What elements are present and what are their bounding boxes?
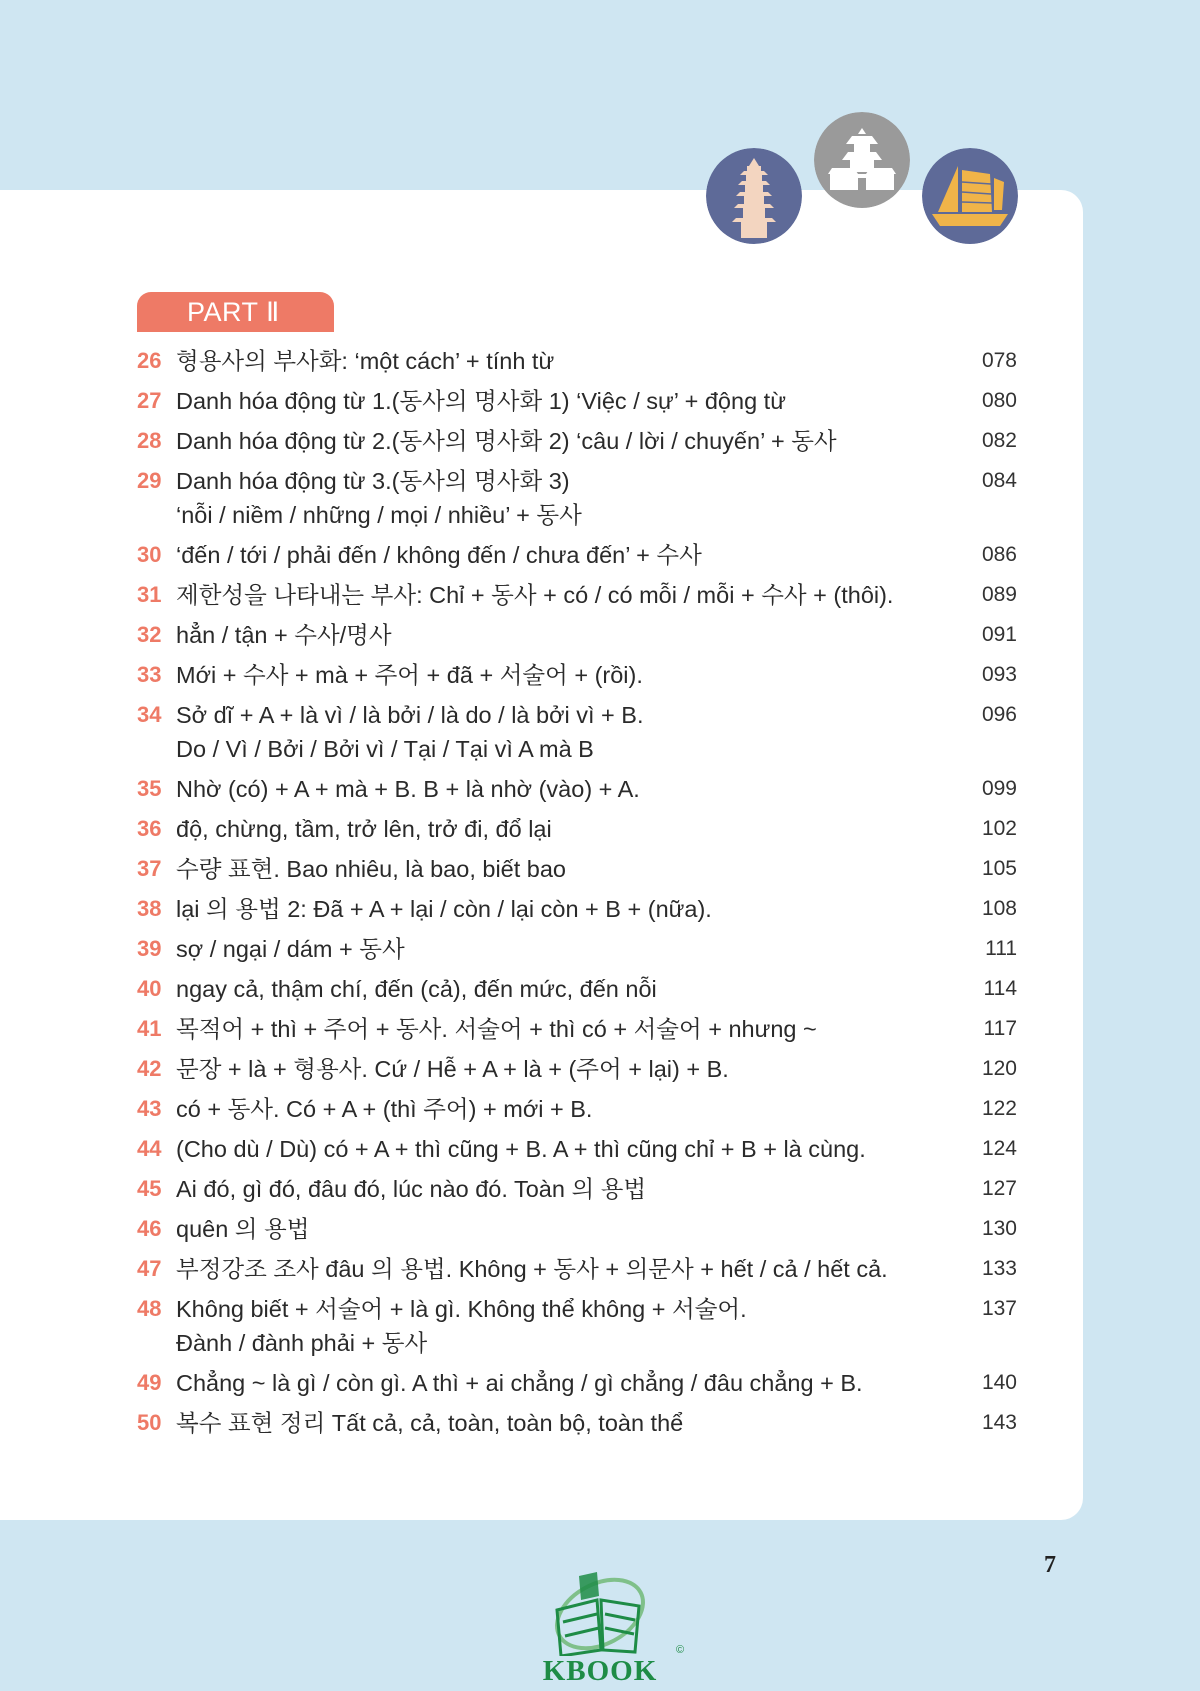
toc-entry-number: 42 — [137, 1056, 162, 1081]
toc-entry-title — [176, 1406, 957, 1440]
toc-entry-title-line: Đành / đành phải + 동사 — [176, 1330, 428, 1356]
toc-entry-page: 105 — [981, 857, 1017, 880]
toc-entry — [137, 1172, 1017, 1206]
toc-entry-title-line: 제한성을 나타내는 부사: Chỉ + 동사 + có / có mỗi / mỗi + 수사 + (thôi). — [176, 582, 894, 608]
toc-entry-number: 38 — [137, 896, 162, 921]
toc-entry — [137, 424, 1017, 458]
toc-entry — [137, 932, 1017, 966]
toc-entry-title — [176, 1212, 957, 1246]
toc-entry — [137, 658, 1017, 692]
toc-entry-page: 082 — [981, 429, 1017, 452]
toc-entry-title-line: 형용사의 부사화: ‘một cách’ + tính từ — [176, 348, 555, 374]
toc-entry-number: 39 — [137, 936, 162, 961]
toc-entry-title — [176, 464, 957, 532]
toc-entry-number: 30 — [137, 542, 162, 567]
toc-entry-number: 35 — [137, 776, 162, 801]
toc-entry-number: 34 — [137, 702, 162, 727]
junk-boat-icon — [922, 148, 1018, 244]
toc-entry-number: 48 — [137, 1296, 162, 1321]
toc-entry-page: 143 — [981, 1411, 1017, 1434]
toc-entry-title-line: có + 동사. Có + A + (thì 주어) + mới + B. — [176, 1096, 593, 1122]
toc-entry-number: 36 — [137, 816, 162, 841]
toc-entry-number: 26 — [137, 348, 162, 373]
toc-entry-number: 27 — [137, 388, 162, 413]
toc-entry-title — [176, 384, 957, 418]
toc-entry — [137, 384, 1017, 418]
toc-entry-title-line: hẳn / tận + 수사/명사 — [176, 622, 392, 648]
toc-entry-page: 140 — [981, 1371, 1017, 1394]
toc-entry-page: 086 — [981, 543, 1017, 566]
toc-entry-page: 080 — [981, 389, 1017, 412]
toc-entry-title — [176, 1132, 957, 1166]
table-of-contents — [137, 344, 1017, 1446]
toc-entry-title — [176, 578, 957, 612]
toc-entry — [137, 812, 1017, 846]
toc-entry — [137, 1012, 1017, 1046]
toc-entry-number: 37 — [137, 856, 162, 881]
toc-entry — [137, 538, 1017, 572]
toc-entry — [137, 618, 1017, 652]
toc-entry-title-line: Ai đó, gì đó, đâu đó, lúc nào đó. Toàn 의 용법 — [176, 1176, 647, 1202]
toc-entry-title — [176, 972, 957, 1006]
toc-entry — [137, 698, 1017, 766]
toc-entry-number: 50 — [137, 1410, 162, 1435]
toc-entry-number: 43 — [137, 1096, 162, 1121]
toc-entry — [137, 892, 1017, 926]
toc-entry-title-line: Danh hóa động từ 1.(동사의 명사화 1) ‘Việc / sự’ + động từ — [176, 388, 786, 414]
toc-entry-title — [176, 892, 957, 926]
toc-entry-title — [176, 1366, 957, 1400]
kbook-logo-icon — [535, 1566, 665, 1656]
toc-entry-page: 099 — [981, 777, 1017, 800]
toc-entry-title-line: Mới + 수사 + mà + 주어 + đã + 서술어 + (rồi). — [176, 662, 643, 688]
toc-entry-page: 084 — [981, 469, 1017, 492]
toc-entry-title-line: lại 의 용법 2: Đã + A + lại / còn / lại còn + B + (nữa). — [176, 896, 712, 922]
toc-entry-page: 089 — [981, 583, 1017, 606]
pagoda-icon — [706, 148, 802, 244]
toc-entry-title — [176, 932, 957, 966]
logo-text: KBOOK — [542, 1655, 658, 1687]
toc-entry-page: 096 — [981, 703, 1017, 726]
toc-entry-page: 093 — [981, 663, 1017, 686]
toc-entry-page: 133 — [981, 1257, 1017, 1280]
toc-entry-title — [176, 1172, 957, 1206]
toc-entry-title — [176, 618, 957, 652]
toc-entry-title — [176, 852, 957, 886]
toc-entry-number: 46 — [137, 1216, 162, 1241]
toc-entry-page: 091 — [981, 623, 1017, 646]
toc-entry-title — [176, 1052, 957, 1086]
toc-entry — [137, 1252, 1017, 1286]
toc-entry-title-line: (Cho dù / Dù) có + A + thì cũng + B. A + thì cũng chỉ + B + là cùng. — [176, 1136, 866, 1162]
toc-entry — [137, 578, 1017, 612]
toc-entry-title-line: ‘đến / tới / phải đến / không đến / chưa đến’ + 수사 — [176, 542, 702, 568]
toc-entry-page: 124 — [981, 1137, 1017, 1160]
page-number: 7 — [1044, 1552, 1056, 1578]
toc-entry-title-line: 목적어 + thì + 주어 + 동사. 서술어 + thì có + 서술어 + nhưng ~ — [176, 1016, 817, 1042]
toc-entry-page: 130 — [981, 1217, 1017, 1240]
toc-entry-page: 111 — [985, 937, 1017, 960]
toc-entry-number: 47 — [137, 1256, 162, 1281]
toc-entry — [137, 1406, 1017, 1440]
toc-entry-number: 28 — [137, 428, 162, 453]
toc-entry-title — [176, 772, 957, 806]
toc-entry-title-line: Do / Vì / Bởi / Bởi vì / Tại / Tại vì A mà B — [176, 736, 594, 762]
toc-entry-page: 102 — [981, 817, 1017, 840]
toc-entry-title-line: ‘nỗi / niềm / những / mọi / nhiều’ + 동사 — [176, 502, 582, 528]
toc-entry-title-line: Nhờ (có) + A + mà + B. B + là nhờ (vào) + A. — [176, 776, 640, 802]
toc-entry-page: 117 — [983, 1017, 1017, 1040]
toc-entry-title-line: Danh hóa động từ 3.(동사의 명사화 3) — [176, 468, 570, 494]
toc-entry-number: 29 — [137, 468, 162, 493]
part-label: PART Ⅱ — [137, 292, 334, 332]
toc-entry-page: 122 — [981, 1097, 1017, 1120]
toc-entry-page: 114 — [983, 977, 1017, 1000]
toc-entry — [137, 852, 1017, 886]
toc-entry-title-line: 문장 + là + 형용사. Cứ / Hễ + A + là + (주어 + lại) + B. — [176, 1056, 729, 1082]
toc-entry-page: 137 — [981, 1297, 1017, 1320]
toc-entry-number: 49 — [137, 1370, 162, 1395]
toc-entry-title — [176, 698, 957, 766]
toc-entry-number: 32 — [137, 622, 162, 647]
toc-entry — [137, 1212, 1017, 1246]
toc-entry — [137, 464, 1017, 532]
toc-entry-number: 40 — [137, 976, 162, 1001]
toc-entry — [137, 1366, 1017, 1400]
toc-entry-number: 44 — [137, 1136, 162, 1161]
toc-entry-title — [176, 1252, 957, 1286]
toc-entry-number: 31 — [137, 582, 162, 607]
toc-entry-title — [176, 1012, 957, 1046]
toc-entry-number: 45 — [137, 1176, 162, 1201]
toc-entry-number: 33 — [137, 662, 162, 687]
toc-entry-title — [176, 1292, 957, 1360]
toc-entry — [137, 344, 1017, 378]
copyright-mark: © — [676, 1644, 685, 1656]
toc-entry-title-line: Chẳng ~ là gì / còn gì. A thì + ai chẳng / gì chẳng / đâu chẳng + B. — [176, 1370, 863, 1396]
toc-entry — [137, 1132, 1017, 1166]
toc-entry-title — [176, 538, 957, 572]
toc-entry — [137, 972, 1017, 1006]
toc-entry-title-line: 복수 표현 정리 Tất cả, cả, toàn, toàn bộ, toàn thể — [176, 1410, 684, 1436]
toc-entry-title-line: sợ / ngại / dám + 동사 — [176, 936, 405, 962]
toc-entry-title — [176, 658, 957, 692]
toc-entry-title — [176, 424, 957, 458]
toc-entry-title-line: quên 의 용법 — [176, 1216, 310, 1242]
toc-entry-title — [176, 812, 957, 846]
toc-entry-title-line: Danh hóa động từ 2.(동사의 명사화 2) ‘câu / lời / chuyến’ + 동사 — [176, 428, 837, 454]
toc-entry-page: 108 — [981, 897, 1017, 920]
toc-entry-title-line: Sở dĩ + A + là vì / là bởi / là do / là bởi vì + B. — [176, 702, 644, 728]
toc-entry-page: 120 — [981, 1057, 1017, 1080]
toc-entry — [137, 1092, 1017, 1126]
toc-entry — [137, 1052, 1017, 1086]
toc-entry — [137, 1292, 1017, 1360]
toc-entry-title-line: Không biết + 서술어 + là gì. Không thể không + 서술어. — [176, 1296, 747, 1322]
toc-entry-title-line: 수량 표현. Bao nhiêu, là bao, biết bao — [176, 856, 567, 882]
toc-entry-title — [176, 1092, 957, 1126]
toc-entry-title-line: 부정강조 조사 đâu 의 용법. Không + 동사 + 의문사 + hết / cả / hết cả. — [176, 1256, 888, 1282]
toc-entry-title-line: độ, chừng, tầm, trở lên, trở đi, đổ lại — [176, 816, 552, 842]
temple-icon — [814, 112, 910, 208]
toc-entry-number: 41 — [137, 1016, 162, 1041]
toc-entry-title — [176, 344, 957, 378]
toc-entry-title-line: ngay cả, thậm chí, đến (cả), đến mức, đến nỗi — [176, 976, 657, 1002]
toc-entry-page: 127 — [981, 1177, 1017, 1200]
toc-entry — [137, 772, 1017, 806]
kbook-logo — [535, 1566, 665, 1691]
toc-entry-page: 078 — [981, 349, 1017, 372]
